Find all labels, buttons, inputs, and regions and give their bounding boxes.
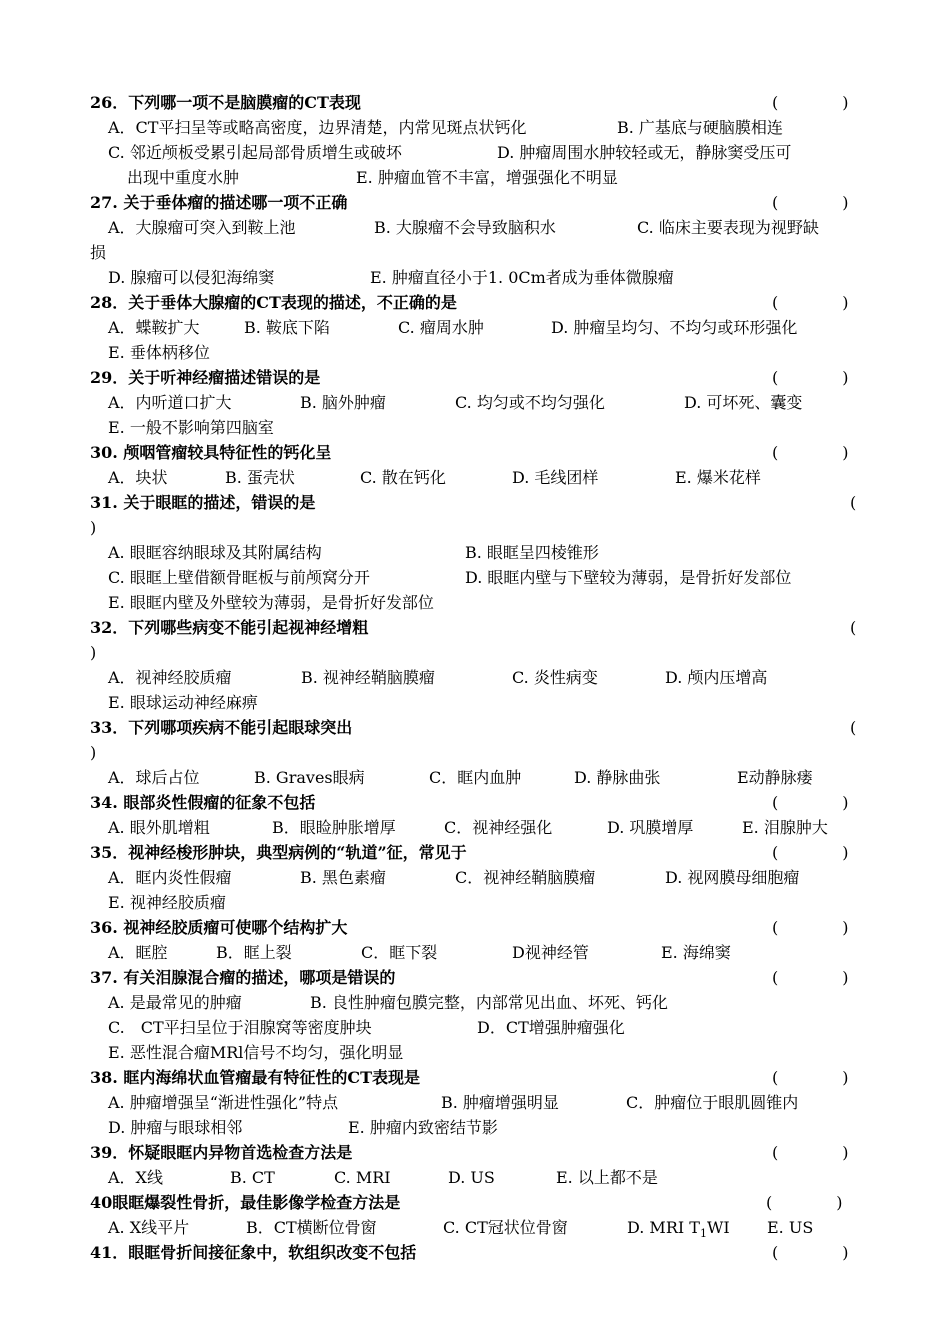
question-34 — [0, 791, 950, 815]
options-line — [0, 1016, 950, 1040]
question-stem: 34. 眼部炎性假瘤的征象不包括 — [90, 793, 316, 812]
question-stem: 41．眼眶骨折间接征象中，软组织改变不包括 — [90, 1243, 417, 1262]
option-b: B. Graves眼病 — [254, 768, 365, 787]
option-c: C．视神经鞘脑膜瘤 — [455, 868, 596, 887]
option-e: E. 肿瘤内致密结节影 — [348, 1118, 498, 1137]
option-d-subscript: 1 — [699, 1227, 707, 1241]
options-line — [0, 116, 950, 140]
option-e: E. 泪腺肿大 — [742, 818, 828, 837]
answer-blank: ( ) — [772, 968, 849, 987]
option-d: D. 腺瘤可以侵犯海绵窦 — [108, 268, 275, 287]
option-a: A．视神经胶质瘤 — [108, 668, 232, 687]
options-line — [0, 816, 950, 840]
option-d: D. 视网膜母细胞瘤 — [665, 868, 800, 887]
option-d: D. 可坏死、囊变 — [684, 393, 803, 412]
option-c: C. MRI — [334, 1168, 391, 1187]
option-d-label: D. MRI — [627, 1218, 685, 1237]
option-c: C．眶下裂 — [361, 943, 438, 962]
options-line — [0, 341, 950, 365]
answer-blank: ( ) — [772, 918, 849, 937]
option-c: C．眶内血肿 — [429, 768, 522, 787]
option-a: A. 肿瘤增强呈“渐进性强化”特点 — [108, 1093, 339, 1112]
option-a: A. 是最常见的肿瘤 — [108, 993, 242, 1012]
option-b: B. 广基底与硬脑膜相连 — [617, 118, 783, 137]
options-line — [0, 591, 950, 615]
option-e: E. 视神经胶质瘤 — [108, 893, 226, 912]
options-line — [0, 1041, 950, 1065]
options-line — [0, 141, 950, 165]
option-b: B. 黑色素瘤 — [300, 868, 386, 887]
option-d: D. 肿瘤与眼球相邻 — [108, 1118, 243, 1137]
answer-blank: ( ) — [772, 793, 849, 812]
question-stem: 31. 关于眼眶的描述，错误的是 — [90, 493, 316, 512]
option-d: D. 静脉曲张 — [574, 768, 661, 787]
option-d-t: T — [689, 1218, 700, 1237]
options-line — [0, 666, 950, 690]
option-b: B. 鞍底下陷 — [244, 318, 330, 337]
question-stem: 26．下列哪一项不是脑膜瘤的CT表现 — [90, 93, 361, 112]
options-line — [0, 866, 950, 890]
answer-blank-line — [0, 641, 950, 665]
option-b: B. 视神经鞘脑膜瘤 — [301, 668, 435, 687]
option-e: E. US — [767, 1218, 814, 1237]
answer-blank-line — [0, 741, 950, 765]
option-b: B．CT横断位骨窗 — [246, 1218, 377, 1237]
option-d: D．CT增强肿瘤强化 — [477, 1018, 625, 1037]
option-b: B．眶上裂 — [216, 943, 292, 962]
option-e: E. 肿瘤直径小于1. 0Cm者成为垂体微腺瘤 — [370, 268, 674, 287]
question-stem: 37. 有关泪腺混合瘤的描述，哪项是错误的 — [90, 968, 396, 987]
answer-blank: ( ) — [772, 193, 849, 212]
question-37 — [0, 966, 950, 990]
option-d: D视神经管 — [512, 943, 589, 962]
option-d-suffix: WI — [706, 1218, 730, 1237]
answer-blank: ( ) — [772, 443, 849, 462]
options-line — [0, 241, 950, 265]
question-39 — [0, 1141, 950, 1165]
option-e: E动静脉瘘 — [737, 768, 813, 787]
option-e: E. 恶性混合瘤MRl信号不均匀，强化明显 — [108, 1043, 404, 1062]
option-c: C. 邻近颅板受累引起局部骨质增生或破坏 — [108, 143, 402, 162]
question-stem: 27. 关于垂体瘤的描述哪一项不正确 — [90, 193, 348, 212]
question-26 — [0, 91, 950, 115]
option-e: E. 海绵窦 — [661, 943, 731, 962]
option-d: D. 颅内压增高 — [665, 668, 768, 687]
option-d: D. 毛线团样 — [512, 468, 599, 487]
option-d: D. US — [448, 1168, 495, 1187]
answer-blank: ( ) — [772, 843, 849, 862]
option-a: A. 眼眶容纳眼球及其附属结构 — [108, 543, 322, 562]
option-a: A．大腺瘤可突入到鞍上池 — [108, 218, 296, 237]
option-a: A．眶腔 — [108, 943, 168, 962]
question-stem: 28．关于垂体大腺瘤的CT表现的描述，不正确的是 — [90, 293, 457, 312]
question-32 — [0, 616, 950, 640]
options-line — [0, 166, 950, 190]
options-line — [0, 1166, 950, 1190]
option-e: E. 以上都不是 — [556, 1168, 658, 1187]
option-d-continued: 出现中重度水肿 — [127, 168, 240, 187]
answer-blank-line — [0, 516, 950, 540]
answer-blank: ( ) — [772, 1143, 849, 1162]
option-e: E. 眼眶内壁及外壁较为薄弱，是骨折好发部位 — [108, 593, 434, 612]
options-line — [0, 1216, 950, 1240]
question-30 — [0, 441, 950, 465]
option-c: C. CT平扫呈位于泪腺窝等密度肿块 — [108, 1018, 372, 1037]
question-stem: 30. 颅咽管瘤较具特征性的钙化呈 — [90, 443, 332, 462]
option-e: E. 垂体柄移位 — [108, 343, 210, 362]
answer-blank: ( ) — [772, 1068, 849, 1087]
question-stem: 38. 眶内海绵状血管瘤最有特征性的CT表现是 — [90, 1068, 421, 1087]
options-line — [0, 466, 950, 490]
option-a: A．块状 — [108, 468, 168, 487]
option-a: A．内听道口扩大 — [108, 393, 232, 412]
option-b: B. 肿瘤增强明显 — [441, 1093, 559, 1112]
question-41 — [0, 1241, 950, 1265]
option-d: D. 肿瘤周围水肿较轻或无，静脉窦受压可 — [497, 143, 792, 162]
options-line — [0, 566, 950, 590]
option-c: C. 眼眶上壁借额骨眶板与前颅窝分开 — [108, 568, 370, 587]
options-line — [0, 266, 950, 290]
option-c: C. CT冠状位骨窗 — [443, 1218, 568, 1237]
question-36 — [0, 916, 950, 940]
option-c: C．视神经强化 — [444, 818, 553, 837]
options-line — [0, 416, 950, 440]
option-c: C. 散在钙化 — [360, 468, 446, 487]
answer-blank: ( ) — [772, 368, 849, 387]
answer-blank: ( ) — [772, 93, 849, 112]
option-b: B. 良性肿瘤包膜完整，内部常见出血、坏死、钙化 — [310, 993, 668, 1012]
question-29 — [0, 366, 950, 390]
options-line — [0, 691, 950, 715]
answer-blank: ( ) — [772, 293, 849, 312]
option-e: E. 眼球运动神经麻痹 — [108, 693, 258, 712]
question-35 — [0, 841, 950, 865]
options-line — [0, 316, 950, 340]
answer-blank-close: ) — [90, 518, 97, 537]
option-a: A．X线 — [108, 1168, 163, 1187]
question-stem: 36. 视神经胶质瘤可使哪个结构扩大 — [90, 918, 348, 937]
answer-blank: ( ) — [766, 1193, 843, 1212]
options-line — [0, 941, 950, 965]
option-b: B. CT — [230, 1168, 275, 1187]
answer-blank-open: ( — [850, 718, 857, 737]
option-a: A．CT平扫呈等或略高密度，边界清楚，内常见斑点状钙化 — [108, 118, 527, 137]
option-a: A. X线平片 — [108, 1218, 190, 1237]
options-line — [0, 1116, 950, 1140]
options-line — [0, 991, 950, 1015]
options-line — [0, 391, 950, 415]
answer-blank: ( ) — [772, 1243, 849, 1262]
question-stem: 32．下列哪些病变不能引起视神经增粗 — [90, 618, 369, 637]
option-b: B．眼睑肿胀增厚 — [272, 818, 396, 837]
answer-blank-close: ) — [90, 643, 97, 662]
option-c: C. 炎性病变 — [512, 668, 598, 687]
option-c: C．肿瘤位于眼肌圆锥内 — [626, 1093, 799, 1112]
options-line — [0, 541, 950, 565]
question-28 — [0, 291, 950, 315]
question-33 — [0, 716, 950, 740]
question-stem: 40眼眶爆裂性骨折，最佳影像学检查方法是 — [90, 1193, 401, 1212]
option-c-continued: 损 — [90, 243, 107, 262]
option-a: A. 眼外肌增粗 — [108, 818, 210, 837]
question-38 — [0, 1066, 950, 1090]
question-stem: 35．视神经梭形肿块，典型病例的“轨道”征，常见于 — [90, 843, 467, 862]
option-a: A．球后占位 — [108, 768, 200, 787]
option-a: A．蝶鞍扩大 — [108, 318, 200, 337]
options-line — [0, 766, 950, 790]
option-b: B. 眼眶呈四棱锥形 — [465, 543, 599, 562]
option-d: D. 眼眶内壁与下壁较为薄弱，是骨折好发部位 — [465, 568, 792, 587]
answer-blank-open: ( — [850, 493, 857, 512]
option-e: E. 肿瘤血管不丰富，增强强化不明显 — [356, 168, 618, 187]
question-stem: 33．下列哪项疾病不能引起眼球突出 — [90, 718, 353, 737]
options-line — [0, 891, 950, 915]
option-c: C. 临床主要表现为视野缺 — [637, 218, 819, 237]
option-e: E. 爆米花样 — [675, 468, 761, 487]
option-b: B. 脑外肿瘤 — [300, 393, 386, 412]
option-b: B. 大腺瘤不会导致脑积水 — [374, 218, 556, 237]
question-40 — [0, 1191, 950, 1215]
answer-blank-close: ) — [90, 743, 97, 762]
options-line — [0, 1091, 950, 1115]
option-d: D. 肿瘤呈均匀、不均匀或环形强化 — [551, 318, 798, 337]
question-stem: 29．关于听神经瘤描述错误的是 — [90, 368, 321, 387]
question-stem: 39．怀疑眼眶内异物首选检查方法是 — [90, 1143, 353, 1162]
options-line — [0, 216, 950, 240]
option-d: D. 巩膜增厚 — [607, 818, 694, 837]
question-31 — [0, 491, 950, 515]
option-c: C. 均匀或不均匀强化 — [455, 393, 605, 412]
option-b: B. 蛋壳状 — [225, 468, 295, 487]
question-27 — [0, 191, 950, 215]
option-e: E. 一般不影响第四脑室 — [108, 418, 274, 437]
option-a: A．眶内炎性假瘤 — [108, 868, 232, 887]
answer-blank-open: ( — [850, 618, 857, 637]
option-c: C. 瘤周水肿 — [398, 318, 484, 337]
